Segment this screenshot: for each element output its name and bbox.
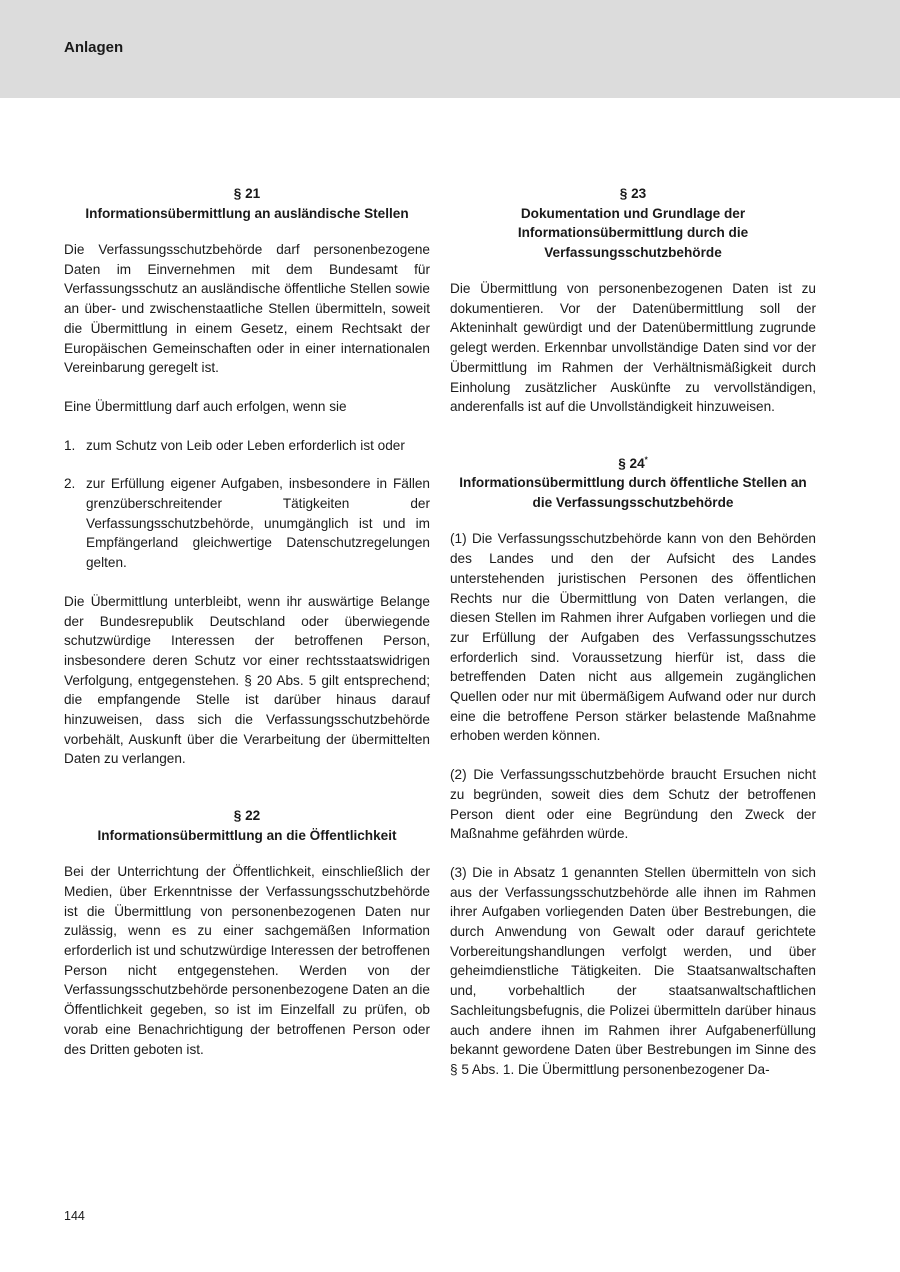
- section-24-paragraph-3: (3) Die in Absatz 1 genannten Stellen übermitteln von sich aus der Verfassungsschutzbehörde alle ihnen im Rahmen ihrer Aufgaben vorliegenden Daten über Bestrebungen, die durch Anwendung von Gewalt oder darauf gerichtete Vorbereitungshandlungen verfolgt werden, und über geheimdienstliche Tätigkeiten. Die Staatsanwaltschaften und, vorbehaltlich der staatsanwaltschaftlichen Sachleitungsbefugnis, die Polizei übermitteln darüber hinaus auch andere ihnen im Rahmen ihrer Aufgabenerfüllung bekannt gewordene Daten über Bestrebungen im Sinne des § 5 Abs. 1. Die Übermittlung personenbezogener Da-: [450, 864, 816, 1077]
- section-24-number: [450, 454, 816, 474]
- section-22-title: Informationsübermittlung an die Öffentlichkeit: [97, 827, 397, 843]
- list-item: [64, 474, 430, 573]
- section-23-title: Dokumentation und Grundlage der Informationsübermittlung durch die Verfassungsschutzbehörde: [517, 205, 749, 260]
- section-21-paragraph-3: Die Übermittlung unterbleibt, wenn ihr auswärtige Belange der Bundesrepublik Deutschland oder überwiegende schutzwürdige Interessen der betroffenen Person, insbesondere deren Schutz vor einer rechtsstaatswidrigen Verfolgung, entgegenstehen. § 20 Abs. 5 gilt entsprechend; die empfangende Stelle ist darüber hinaus darauf hinzuweisen, dass sich die Verfassungsschutzbehörde vorbehält, Auskunft über die Verarbeitung der übermittelten Daten zu verlangen.: [64, 593, 430, 767]
- list-item-text: zum Schutz von Leib oder Leben erforderlich ist oder: [86, 437, 405, 453]
- section-23-heading: [450, 184, 816, 262]
- section-24-paragraph-1: (1) Die Verfassungsschutzbehörde kann von den Behörden des Landes und den der Aufsicht des Landes unterstehenden juristischen Personen des öffentlichen Rechts nur die Übermittlung von Daten verlangen, die diesen Stellen im Rahmen ihrer Aufgaben vorliegen und die zur Erfüllung der Aufgaben des Verfassungsschutzes erforderlich sind. Voraussetzung hierfür ist, dass die betreffenden Daten nicht aus allgemein zugänglichen Quellen oder nur mit übermäßigem Aufwand oder nur durch eine die betroffene Person stärker belastende Maßnahme erhoben werden können.: [450, 531, 816, 744]
- header-band: [0, 0, 900, 98]
- section-24-heading: [450, 454, 816, 513]
- section-21-paragraph-1: Die Verfassungsschutzbehörde darf personenbezogene Daten im Einvernehmen mit dem Bundesamt für Verfassungsschutz an ausländische öffentliche Stellen sowie an über- und zwischenstaatliche Stellen übermitteln, soweit die Übermittlung in einem Gesetz, einem Rechtsakt der Europäischen Gemeinschaften oder in einer internationalen Vereinbarung geregelt ist.: [64, 242, 430, 376]
- list-item-text: zur Erfüllung eigener Aufgaben, insbesondere in Fällen grenzüberschreitender Tätigkeiten der Verfassungsschutzbehörde, unumgänglich ist und im Empfängerland gleichwertige Datenschutzregelungen gelten.: [86, 476, 430, 571]
- section-21-paragraph-2: Eine Übermittlung darf auch erfolgen, wenn sie: [64, 398, 347, 414]
- list-item-number: 1.: [64, 437, 76, 453]
- list-item: [64, 436, 430, 456]
- section-24-paragraph-2: (2) Die Verfassungsschutzbehörde braucht Ersuchen nicht zu begründen, soweit dies dem Schutz der betroffenen Person dient oder eine Begründung den Zweck der Maßnahme gefährden würde.: [450, 767, 816, 842]
- section-23-number: § 23: [619, 186, 647, 201]
- footnote-marker: *: [644, 455, 648, 465]
- section-21-number: § 21: [233, 186, 261, 201]
- section-21-title: Informationsübermittlung an ausländische Stellen: [85, 205, 409, 221]
- page-number: 144: [64, 1209, 85, 1223]
- section-24-number-text: § 24: [618, 455, 645, 471]
- list-item-number: 2.: [64, 476, 76, 492]
- section-22-heading: [64, 806, 430, 845]
- section-23-paragraph-1: Die Übermittlung von personenbezogenen Daten ist zu dokumentieren. Vor der Datenübermittlung soll der Akteninhalt gewürdigt und der Datenübermittlung zugrunde gelegt werden. Erkennbar unvollständige Daten sind vor der Übermittlung im Rahmen der Verhältnismäßigkeit durch Einholung zusätzlicher Auskünfte zu vervollständigen, anderenfalls ist auf die Unvollständigkeit hinzuweisen.: [450, 281, 816, 415]
- section-21-heading: [64, 184, 430, 223]
- section-24-title: Informationsübermittlung durch öffentliche Stellen an die Verfassungsschutzbehörde: [459, 475, 807, 510]
- section-22-paragraph-1: Bei der Unterrichtung der Öffentlichkeit, einschließlich der Medien, über Erkenntnisse der Verfassungsschutzbehörde ist die Übermittlung von personenbezogenen Daten nur zulässig, wenn es zu einer sachgemäßen Information erforderlich ist und schutzwürdige Interessen der betroffenen Person nicht entgegenstehen. Werden von der Verfassungsschutzbehörde personenbezogene Daten an die Öffentlichkeit gegeben, so ist im Einzelfall zu prüfen, ob vorab eine Benachrichtigung der betroffenen Person oder des Dritten geboten ist.: [64, 864, 430, 1057]
- section-22-number: § 22: [233, 808, 261, 824]
- header-title: Anlagen: [64, 39, 124, 56]
- left-column: [64, 184, 430, 1059]
- right-column: [450, 184, 816, 1080]
